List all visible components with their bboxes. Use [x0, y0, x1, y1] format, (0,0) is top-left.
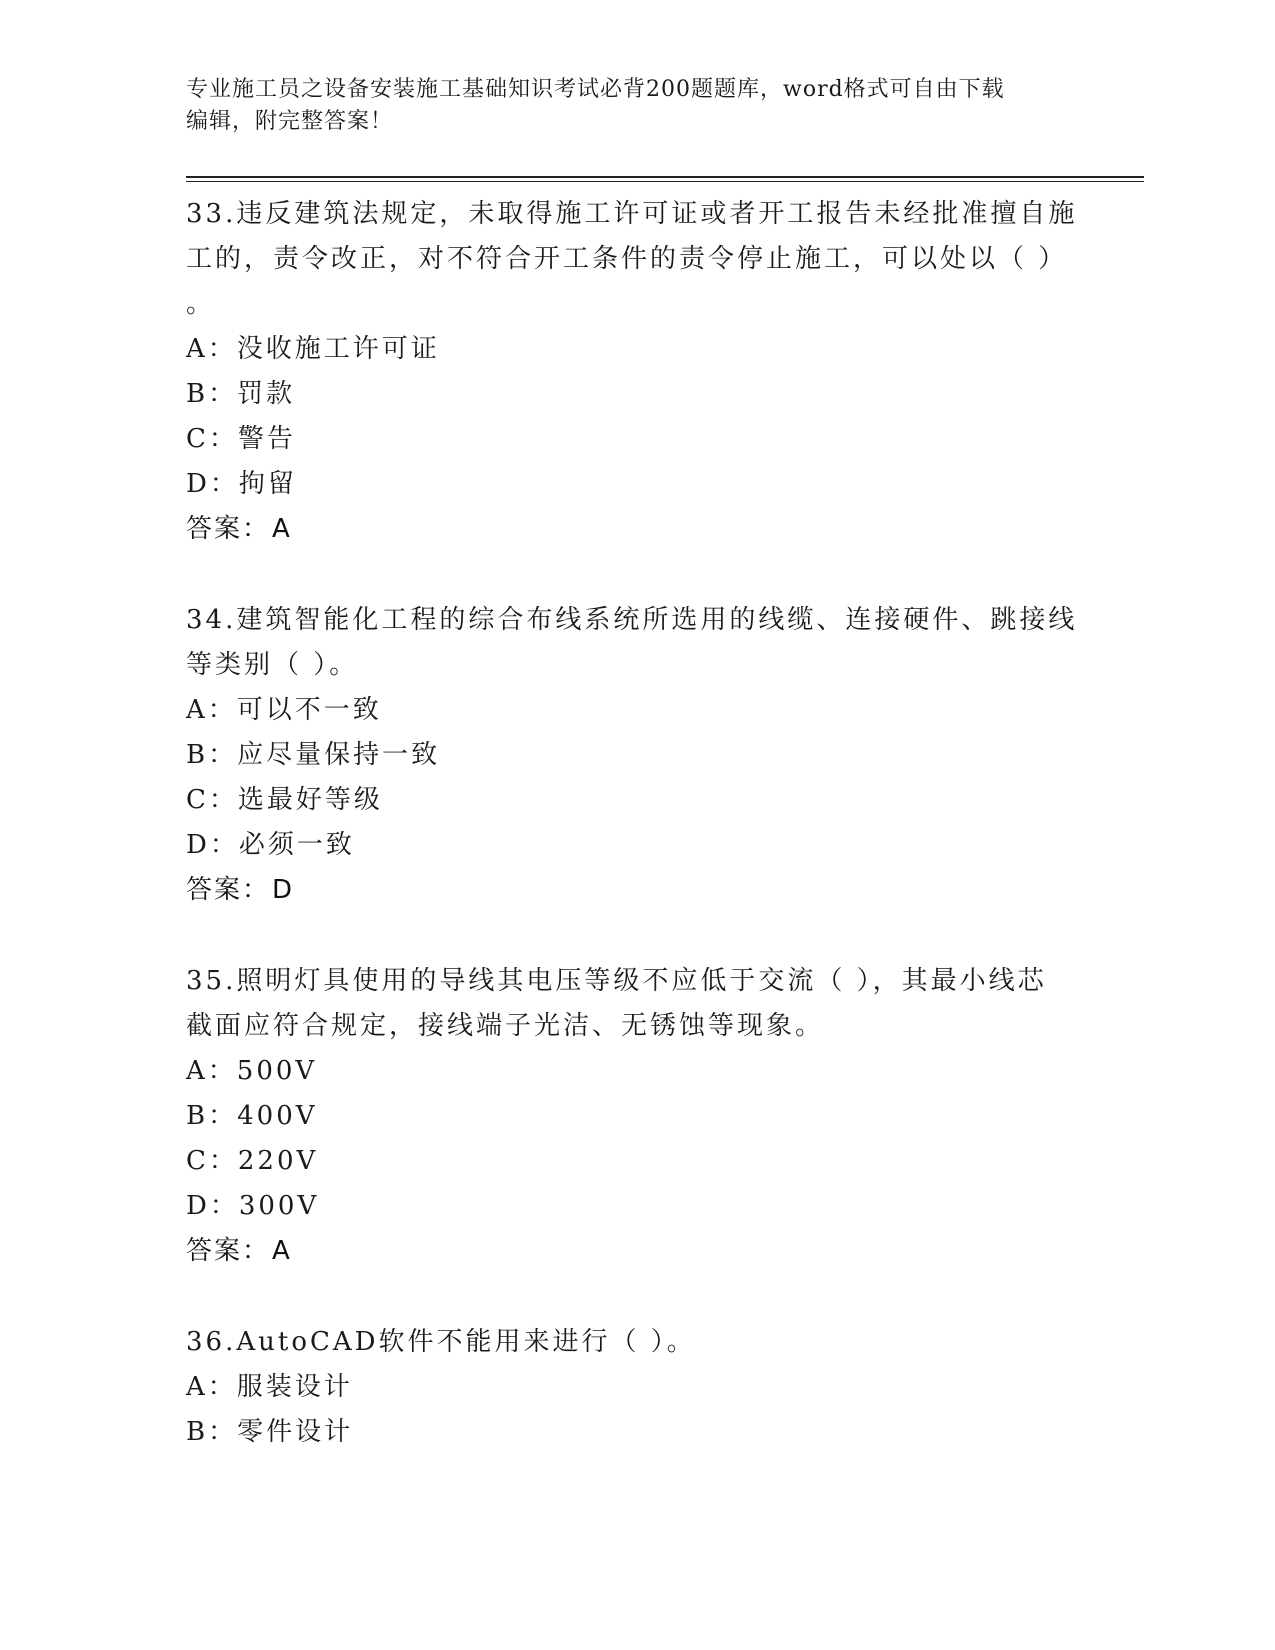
answer-value: D [272, 875, 295, 905]
question-36 [186, 1320, 1086, 1455]
option-c: C：220V [186, 1146, 319, 1176]
option-a: A：服装设计 [186, 1372, 353, 1402]
option-a: A：没收施工许可证 [186, 334, 440, 364]
answer-label: 答案： [186, 514, 271, 544]
question-stem-line: 34.建筑智能化工程的综合布线系统所选用的线缆、连接硬件、跳接线 [186, 605, 1078, 635]
question-35 [186, 959, 1086, 1274]
option-d: D：拘留 [186, 469, 297, 499]
option-b: B：罚款 [186, 379, 296, 409]
answer-line [186, 868, 1086, 913]
question-stem-line: 36.AutoCAD软件不能用来进行（ ）。 [186, 1327, 696, 1357]
question-stem-line: 工的，责令改正，对不符合开工条件的责令停止施工，可以处以（ ） [186, 244, 1068, 274]
answer-value: A [272, 1236, 292, 1266]
answer-line [186, 507, 1086, 552]
header-line-2: 编辑，附完整答案！ [186, 109, 394, 134]
answer-line [186, 1229, 1086, 1274]
option-a: A：500V [186, 1056, 318, 1086]
answer-label: 答案： [186, 1236, 271, 1266]
option-b: B：应尽量保持一致 [186, 740, 441, 770]
question-33 [186, 192, 1086, 552]
answer-label: 答案： [186, 875, 271, 905]
question-stem-line: 。 [186, 289, 216, 319]
answer-value: A [272, 514, 292, 544]
question-list [186, 192, 1086, 1501]
header-line-1: 专业施工员之设备安装施工基础知识考试必背200题题库，word格式可自由下载 [186, 77, 1005, 102]
document-header [186, 74, 1066, 138]
option-a: A：可以不一致 [186, 695, 382, 725]
option-c: C：选最好等级 [186, 785, 383, 815]
question-34 [186, 598, 1086, 913]
question-stem-line: 等类别（ ）。 [186, 650, 359, 680]
option-b: B：零件设计 [186, 1417, 354, 1447]
question-stem-line: 35.照明灯具使用的导线其电压等级不应低于交流（ ），其最小线芯 [186, 966, 1047, 996]
option-d: D：必须一致 [186, 830, 355, 860]
option-b: B：400V [186, 1101, 318, 1131]
question-stem-line: 截面应符合规定，接线端子光洁、无锈蚀等现象。 [186, 1011, 825, 1041]
question-stem-line: 33.违反建筑法规定，未取得施工许可证或者开工报告未经批准擅自施 [186, 199, 1078, 229]
option-d: D：300V [186, 1191, 320, 1221]
option-c: C：警告 [186, 424, 296, 454]
header-divider [186, 176, 1144, 182]
